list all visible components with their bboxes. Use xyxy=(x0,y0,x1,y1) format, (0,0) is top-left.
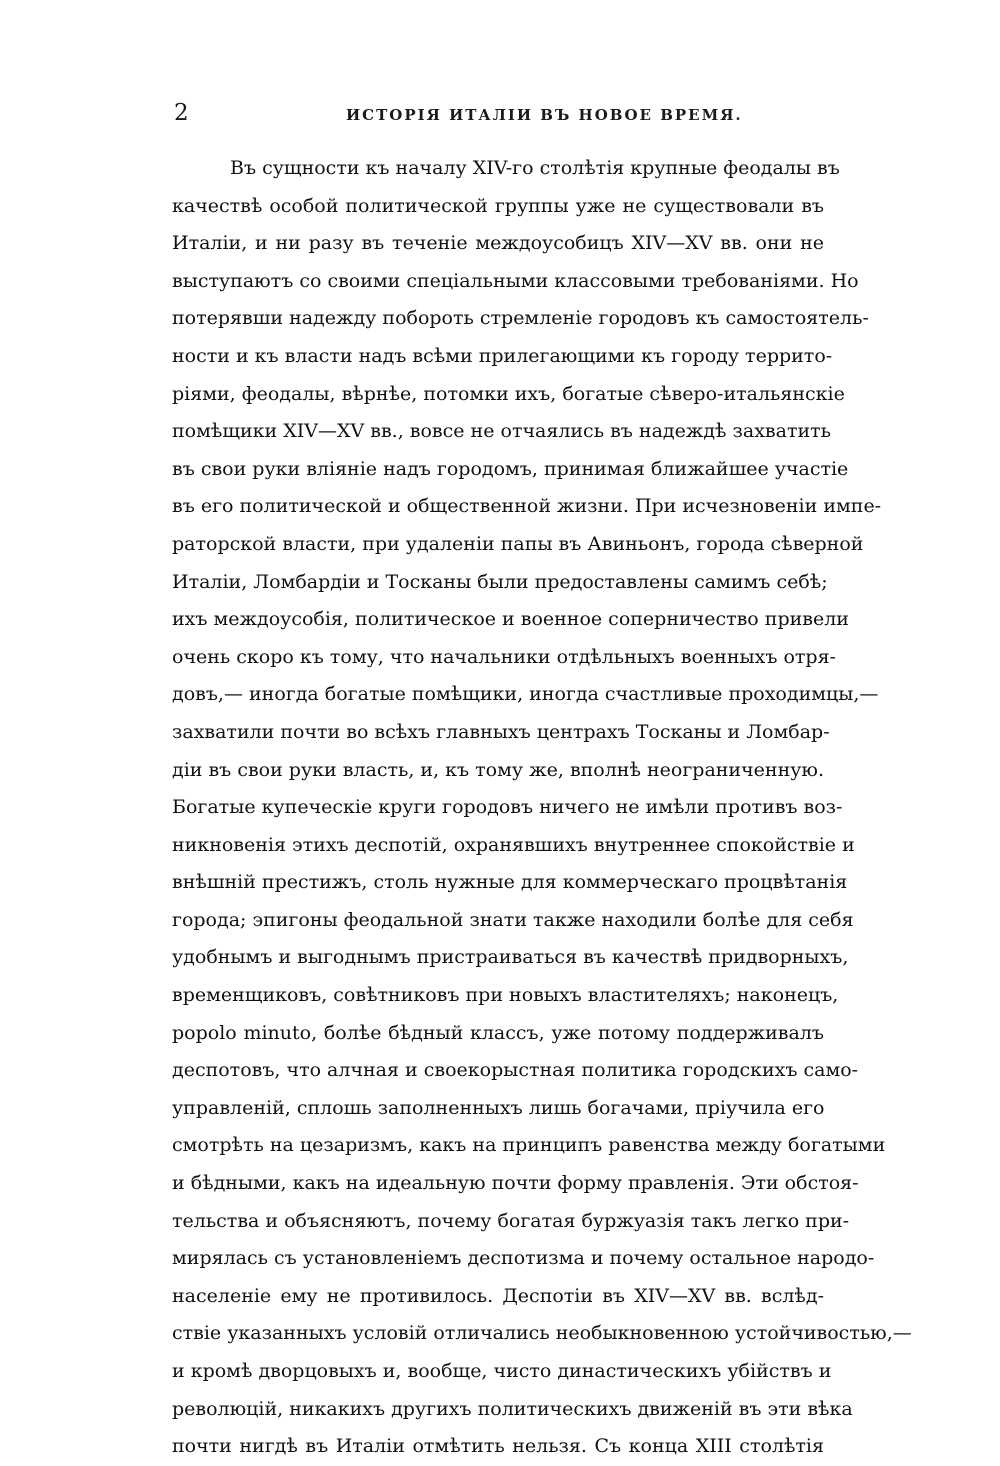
text-line: въ его политической и общественной жизни. При исчезновеніи импе- xyxy=(172,495,882,518)
text-line: ихъ междоусобія, политическое и военное соперничество привели xyxy=(172,608,849,631)
text-line: мирялась съ установленіемъ деспотизма и почему остальное народо- xyxy=(172,1247,875,1270)
running-title: ИСТОРІЯ ИТАЛІИ ВЪ НОВОЕ ВРЕМЯ. xyxy=(346,106,743,124)
text-line: потерявши надежду побороть стремленіе городовъ къ самостоятель- xyxy=(172,307,869,330)
text-line: очень скоро къ тому, что начальники отдѣльныхъ военныхъ отря- xyxy=(172,645,836,668)
text-line: управленій, сплошь заполненныхъ лишь богачами, пріучила его xyxy=(172,1096,825,1119)
text-line: города; эпигоны феодальной знати также находили болѣе для себя xyxy=(172,908,854,931)
text-line: довъ,— иногда богатые помѣщики, иногда счастливые проходимцы,— xyxy=(172,683,879,706)
text-line: внѣшній престижъ, столь нужные для коммерческаго процвѣтанія xyxy=(172,871,848,894)
text-line: никновенія этихъ деспотій, охранявшихъ внутреннее спокойствіе и xyxy=(172,833,855,856)
text-line: и бѣдными, какъ на идеальную почти форму правленія. Эти обстоя- xyxy=(172,1172,859,1195)
text-line: діи въ свои руки власть, и, къ тому же, вполнѣ неограниченную. xyxy=(172,758,824,781)
text-line: и кромѣ дворцовыхъ и, вообще, чисто династическихъ убійствъ и xyxy=(172,1360,832,1382)
text-line: смотрѣть на цезаризмъ, какъ на принципъ равенства между богатыми xyxy=(172,1134,886,1157)
text-line: населеніе ему не противилось. Деспотіи въ XIV—XV вв. вслѣд- xyxy=(172,1284,824,1307)
text-line: почти нигдѣ въ Италіи отмѣтить нельзя. Съ конца XIII столѣтія xyxy=(172,1435,824,1458)
text-line: тельства и объясняютъ, почему богатая буржуазія такъ легко при- xyxy=(172,1209,850,1232)
text-line: качествѣ особой политической группы уже не существовали въ xyxy=(172,194,824,217)
text-line: захватили почти во всѣхъ главныхъ центрахъ Тосканы и Ломбар- xyxy=(172,720,830,743)
text-line: ности и къ власти надъ всѣми прилегающими къ городу террито- xyxy=(172,344,833,367)
text-line: Богатые купеческіе круги городовъ ничего не имѣли противъ воз- xyxy=(172,796,843,819)
text-line: Италіи, и ни разу въ теченіе междоусобицъ XIV—XV вв. они не xyxy=(172,232,824,255)
text-line: popolo minuto, болѣе бѣдный классъ, уже потому поддерживалъ xyxy=(172,1021,824,1044)
text-line: выступаютъ со своими спеціальными классовыми требованіями. Но xyxy=(172,269,859,292)
text-line: удобнымъ и выгоднымъ пристраиваться въ качествѣ придворныхъ, xyxy=(172,946,849,969)
text-line: въ свои руки вліяніе надъ городомъ, принимая ближайшее участіе xyxy=(172,457,849,480)
text-line: деспотовъ, что алчная и своекорыстная политика городскихъ само- xyxy=(172,1059,859,1082)
text-line: раторской власти, при удаленіи папы въ Авиньонъ, города сѣверной xyxy=(172,532,864,555)
text-line: революцій, никакихъ другихъ политическихъ движеній въ эти вѣка xyxy=(172,1397,853,1420)
text-line: Въ сущности къ началу XIV-го столѣтія крупные феодалы въ xyxy=(230,157,840,179)
body-text xyxy=(172,150,912,1466)
text-line: Италіи, Ломбардіи и Тосканы были предоставлены самимъ себѣ; xyxy=(172,570,828,593)
text-line: помѣщики XIV—XV вв., вовсе не отчаялись въ надеждѣ захватить xyxy=(172,420,831,443)
text-line: ріями, феодалы, вѣрнѣе, потомки ихъ, богатые сѣверо-итальянскіе xyxy=(172,382,845,405)
page-number: 2 xyxy=(174,100,189,126)
text-line: ствіе указанныхъ условій отличались необыкновенною устойчивостью,— xyxy=(172,1322,912,1345)
page-header xyxy=(174,100,824,130)
text-line: временщиковъ, совѣтниковъ при новыхъ властителяхъ; наконецъ, xyxy=(172,984,839,1007)
